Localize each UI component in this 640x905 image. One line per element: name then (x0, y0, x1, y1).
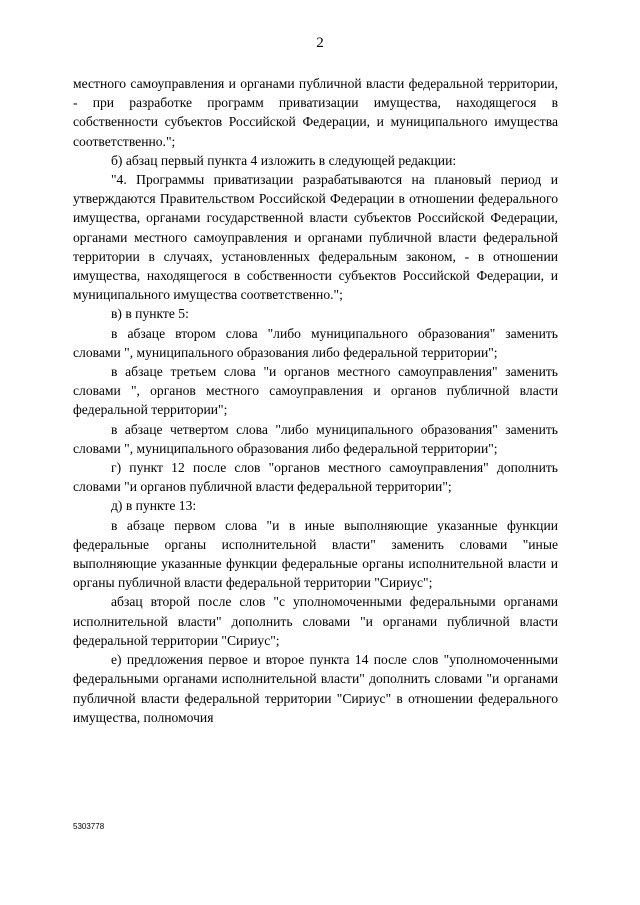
paragraph-item-e: е) предложения первое и второе пункта 14 после слов "уполномоченными федеральными органами исполнительной власти" дополнить словами "и органами публичной власти федеральной территории "Сириус" в отношении федерального имущества, полномочия (73, 652, 558, 725)
paragraph-continuation: местного самоуправления и органами публичной власти федеральной территории, - при разработке программ приватизации имущества, находящегося в собственности субъектов Российской Федерации, и муниципального имущества соответственно."; (73, 76, 558, 149)
document-body (73, 74, 558, 727)
document-code: 5303778 (73, 822, 105, 831)
paragraph-item-v-third: в абзаце третьем слова "и органов местного самоуправления" заменить словами ", органов местного самоуправления и органов публичной власти федеральной территории"; (73, 364, 558, 418)
paragraph-item-d: д) в пункте 13: (111, 498, 197, 514)
paragraph-item-v: в) в пункте 5: (111, 306, 189, 322)
page-number: 2 (316, 35, 324, 51)
paragraph-item-g: г) пункт 12 после слов "органов местного самоуправления" дополнить словами "и органов публичной власти федеральной территории"; (73, 460, 558, 495)
paragraph-item-d-first: в абзаце первом слова "и в иные выполняющие указанные функции федеральные органы исполнительной власти" заменить словами "иные выполняющие указанные функции федеральные органы исполнительной власти и органы публичной власти федеральной территории "Сириус"; (73, 517, 558, 591)
paragraph-new-clause-4: "4. Программы приватизации разрабатываются на плановый период и утверждаются Правительством Российской Федерации в отношении федерального имущества, органами государственной власти субъектов Российской Федерации, органами местного самоуправления и органами публичной власти федеральной территории в случаях, установленных федеральным законом, - в отношении имущества, находящегося в собственности субъектов Российской Федерации, и муниципального имущества соответственно."; (73, 172, 558, 303)
paragraph-item-b: б) абзац первый пункта 4 изложить в следующей редакции: (111, 152, 457, 168)
paragraph-item-d-second: абзац второй после слов "с уполномоченными федеральными органами исполнительной власти" дополнить словами "и органами публичной власти федеральной территории "Сириус"; (73, 594, 558, 648)
paragraph-item-v-second: в абзаце втором слова "либо муниципального образования" заменить словами ", муниципального образования либо федеральной территории"; (73, 325, 558, 360)
paragraph-item-v-fourth: в абзаце четвертом слова "либо муниципального образования" заменить словами ", муниципального образования либо федеральной территории"; (73, 421, 558, 456)
